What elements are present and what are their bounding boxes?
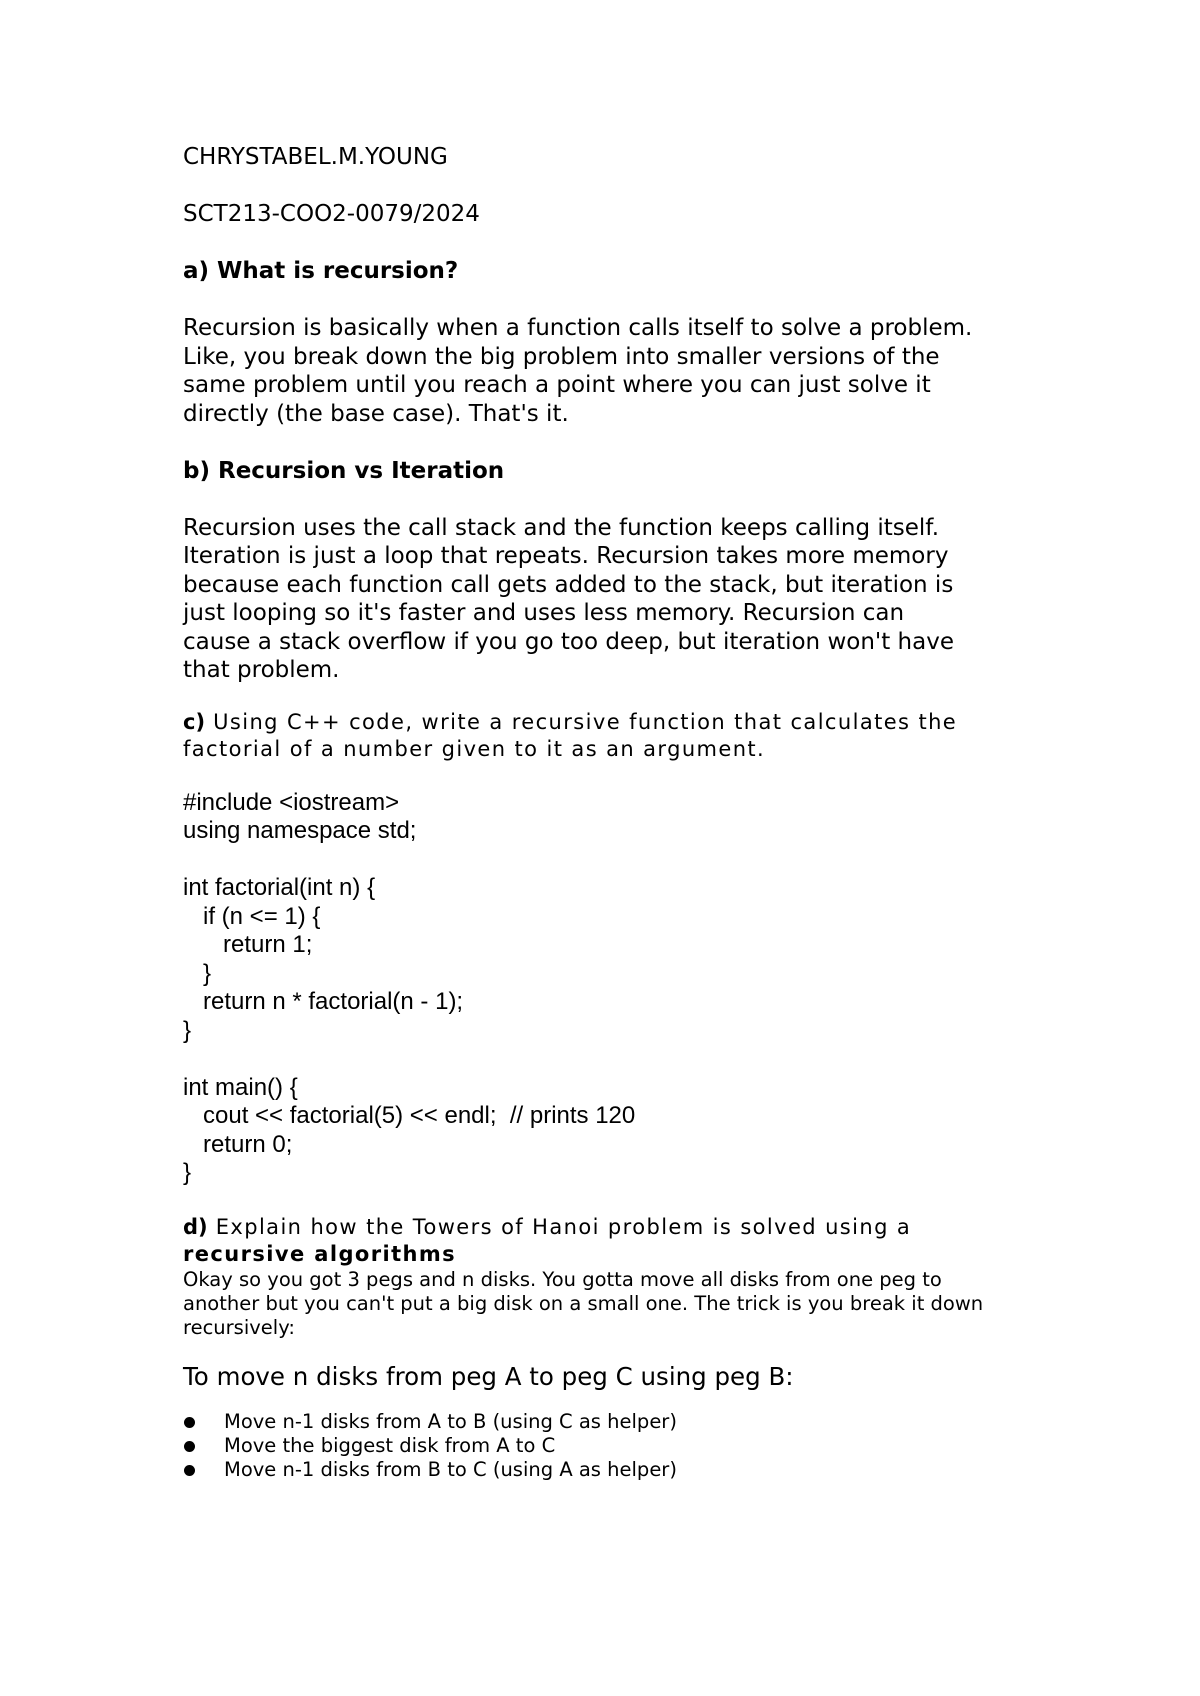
code-line: } xyxy=(183,1159,192,1186)
question-d-line: recursive algorithms xyxy=(183,1241,457,1266)
answer-b-line: that problem. xyxy=(183,657,340,683)
question-d-text: Explain how the Towers of Hanoi problem is solved using a xyxy=(207,1214,912,1239)
question-d xyxy=(183,1214,1043,1268)
code-line: } xyxy=(183,1016,192,1044)
code-line: int main() { xyxy=(183,1073,298,1101)
answer-b-line: cause a stack overflow if you go too deep, but iteration won't have xyxy=(183,628,954,655)
answer-a xyxy=(183,314,1043,428)
answer-a-line: Recursion is basically when a function calls itself to solve a problem. xyxy=(183,315,973,341)
answer-d-line: recursively: xyxy=(183,1315,295,1339)
question-c-line xyxy=(183,709,1043,736)
document-content xyxy=(183,143,1043,1482)
bullet-icon xyxy=(184,1441,195,1452)
answer-d xyxy=(183,1268,1043,1340)
code-line: cout << factorial(5) << endl; // prints 120 xyxy=(183,1102,636,1129)
bullet-icon xyxy=(184,1417,195,1428)
answer-b-line: because each function call gets added to the stack, but iteration is xyxy=(183,571,954,598)
hanoi-steps-list xyxy=(183,1410,1043,1482)
student-name: CHRYSTABEL.M.YOUNG xyxy=(183,144,448,170)
code-line: return 1; xyxy=(183,931,313,958)
code-block xyxy=(183,789,1043,1188)
step-text: Move n-1 disks from B to C (using A as helper) xyxy=(224,1457,677,1481)
answer-b-line: just looping so it's faster and uses less memory. Recursion can xyxy=(183,600,905,626)
question-c-text: Using C++ code, write a recursive function that calculates the xyxy=(205,709,958,734)
answer-d-line: another but you can't put a big disk on a small one. The trick is you break it down xyxy=(183,1291,984,1315)
answer-b-line: Recursion uses the call stack and the function keeps calling itself. xyxy=(183,514,940,541)
code-line: return 0; xyxy=(183,1130,293,1158)
answer-b xyxy=(183,514,1043,685)
step-text: Move the biggest disk from A to C xyxy=(224,1433,556,1457)
code-line: using namespace std; xyxy=(183,817,417,844)
hanoi-subheading: To move n disks from peg A to peg C using peg B: xyxy=(183,1361,794,1391)
answer-a-line: Like, you break down the big problem into smaller versions of the xyxy=(183,343,940,370)
code-line: } xyxy=(183,959,212,987)
code-line xyxy=(183,846,1043,875)
registration-number: SCT213-COO2-0079/2024 xyxy=(183,201,480,227)
heading-a: a) What is recursion? xyxy=(183,258,459,284)
code-line: return n * factorial(n - 1); xyxy=(183,988,464,1015)
question-d-marker: d) xyxy=(183,1214,208,1239)
answer-d-line: Okay so you got 3 pegs and n disks. You gotta move all disks from one peg to xyxy=(183,1267,942,1291)
list-item xyxy=(183,1434,1043,1458)
answer-a-line: same problem until you reach a point where you can just solve it xyxy=(183,372,931,398)
list-item xyxy=(183,1410,1043,1434)
answer-b-line: Iteration is just a loop that repeats. Recursion takes more memory xyxy=(183,543,949,569)
question-d-line xyxy=(183,1214,1043,1241)
answer-a-line: directly (the base case). That's it. xyxy=(183,400,569,427)
heading-b: b) Recursion vs Iteration xyxy=(183,457,505,484)
bullet-icon xyxy=(184,1465,195,1476)
code-line xyxy=(183,1045,1043,1074)
step-text: Move n-1 disks from A to B (using C as helper) xyxy=(224,1409,677,1433)
list-item xyxy=(183,1458,1043,1482)
code-line: int factorial(int n) { xyxy=(183,874,376,901)
question-c-line: factorial of a number given to it as an argument. xyxy=(183,736,766,761)
code-line: #include <iostream> xyxy=(183,788,400,816)
code-line: if (n <= 1) { xyxy=(183,902,321,930)
question-c-marker: c) xyxy=(183,709,206,734)
question-c xyxy=(183,709,1043,763)
